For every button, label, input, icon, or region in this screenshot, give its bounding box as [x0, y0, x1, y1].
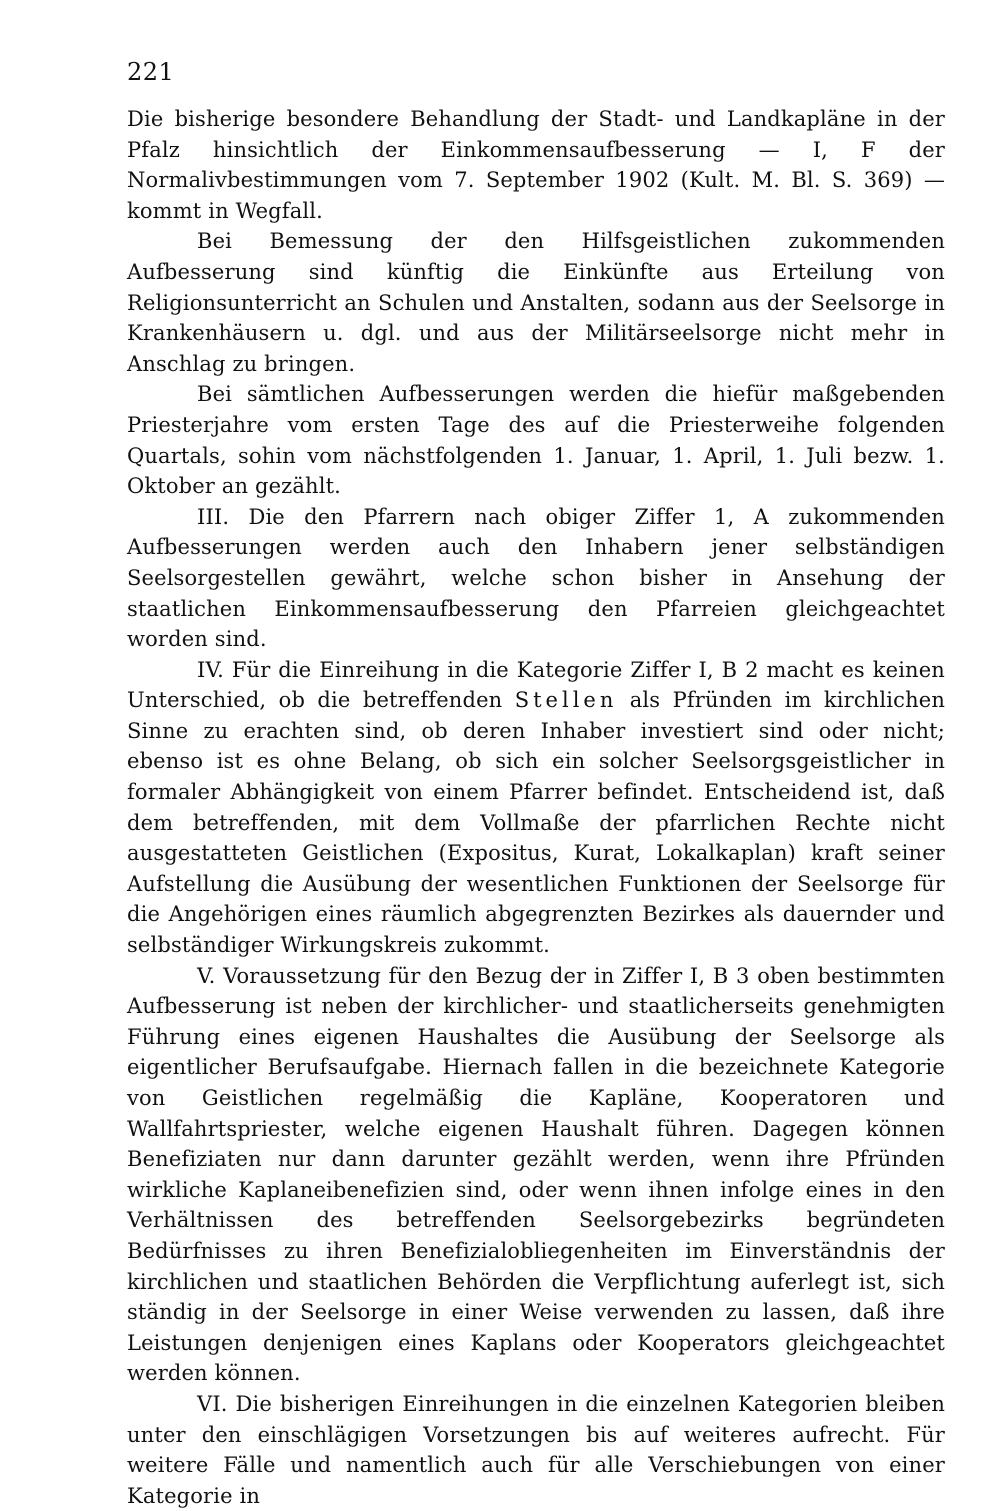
paragraph-priesterjahre: Bei sämtlichen Aufbesserungen werden die hiefür maßgebenden Priesterjahre vom ersten Tage des auf die Priesterweihe folgenden Quartals, sohin vom nächstfolgenden 1. Januar, 1. April, 1. Juli bezw. 1. Oktober an gezählt.: [127, 382, 945, 499]
page-number: 221: [127, 58, 175, 86]
paragraph-section-vi: VI. Die bisherigen Einreihungen in die einzelnen Kategorien bleiben unter den einschlägigen Vorsetzungen bis auf weiteres aufrecht. Für weitere Fälle und namentlich auch für alle Verschiebungen von einer Kategorie in: [127, 1391, 945, 1508]
paragraph-section-iv-part-1: IV. Für die Einreihung in die Kategorie Ziffer I, B 2 macht es keinen Unterschied, ob die betreffenden: [127, 657, 945, 713]
paragraph-section-iii: III. Die den Pfarrern nach obiger Ziffer 1, A zukommenden Aufbesserungen werden auch den Inhabern jener selbständigen Seelsorgestellen gewährt, welche schon bisher in Ansehung der staatlichen Einkommensaufbesserung den Pfarreien gleichgeachtet worden sind.: [127, 504, 945, 652]
paragraph-hilfsgeistliche: Bei Bemessung der den Hilfsgeistlichen zukommenden Aufbesserung sind künftig die Einkünfte aus Erteilung von Religionsunterricht an Schulen und Anstalten, sodann aus der Seelsorge in Krankenhäusern u. dgl. und aus der Militärseelsorge nicht mehr in Anschlag zu bringen.: [127, 229, 945, 376]
paragraph-pfalz-kaplaene: Die bisherige besondere Behandlung der Stadt- und Landkapläne in der Pfalz hinsichtlich der Einkommensaufbesserung — I, F der Normalivbestimmungen vom 7. September 1902 (Kult. M. Bl. S. 369) — kommt in Wegfall.: [127, 107, 945, 223]
paragraph-section-iv: [127, 655, 945, 961]
emphasized-word-stellen: Stellen: [514, 688, 618, 713]
paragraph-section-v: V. Voraussetzung für den Bezug der in Ziffer I, B 3 oben bestimmten Aufbesserung ist neben der kirchlicher- und staatlicherseits genehmigten Führung eines eigenen Haushaltes die Ausübung der Seelsorge als eigentlicher Berufsaufgabe. Hiernach fallen in die bezeichnete Kategorie von Geistlichen regelmäßig die Kapläne, Kooperatoren und Wallfahrtspriester, welche eigenen Haushalt führen. Dagegen können Benefiziaten nur dann darunter gezählt werden, wenn ihre Pfründen wirkliche Kaplaneibenefizien sind, oder wenn ihnen infolge eines in den Verhältnissen des betreffenden Seelsorgebezirks begründeten Bedürfnisses zu ihren Benefizialobliegenheiten im Einverständnis der kirchlichen und staatlichen Behörden die Verpflichtung auferlegt ist, sich ständig in der Seelsorge in einer Weise verwenden zu lassen, daß ihre Leistungen denjenigen eines Kaplans oder Kooperators gleichgeachtet werden können.: [127, 963, 945, 1386]
paragraph-section-iv-part-2: als Pfründen im kirchlichen Sinne zu erachten sind, ob deren Inhaber investiert sind oder nicht; ebenso ist es ohne Belang, ob sich ein solcher Seelsorgsgeistlicher in formaler Abhängigkeit von einem Pfarrer befindet. Entscheidend ist, daß dem betreffenden, mit dem Vollmaße der pfarrlichen Rechte nicht ausgestatteten Geistlichen (Expositus, Kurat, Lokalkaplan) kraft seiner Aufstellung die Ausübung der wesentlichen Funktionen der Seelsorge für die Angehörigen eines räumlich abgegrenzten Bezirkes als dauernder und selbständiger Wirkungskreis zukommt.: [127, 688, 945, 958]
body-text: [127, 104, 945, 1511]
